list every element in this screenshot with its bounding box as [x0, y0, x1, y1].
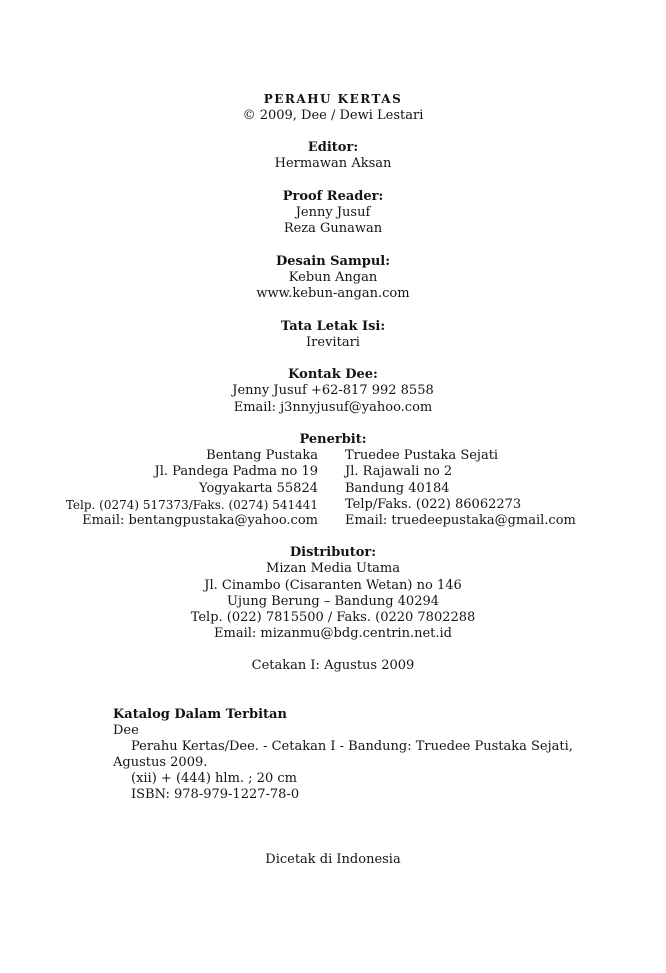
publisher-right-line: Telp/Faks. (022) 86062273	[345, 497, 522, 512]
copyright-line: © 2009, Dee / Dewi Lestari	[242, 108, 424, 123]
printing-edition: Cetakan I: Agustus 2009	[251, 658, 415, 673]
publisher-left-line: Telp. (0274) 517373/Faks. (0274) 541441	[65, 498, 318, 512]
editor-label: Editor:	[307, 140, 359, 155]
proof-reader-name: Reza Gunawan	[283, 221, 383, 236]
proof-reader-label: Proof Reader:	[282, 189, 384, 204]
proof-reader-name: Jenny Jusuf	[295, 205, 371, 220]
catalog-isbn: ISBN: 978-979-1227-78-0	[131, 787, 300, 802]
contact-phone: Jenny Jusuf +62-817 992 8558	[232, 383, 434, 398]
contact-email: Email: j3nnyjusuf@yahoo.com	[233, 400, 433, 415]
publisher-left-line: Yogyakarta 55824	[199, 481, 318, 496]
distributor-label: Distributor:	[289, 545, 377, 560]
catalog-label: Katalog Dalam Terbitan	[113, 707, 287, 722]
distributor-line: Telp. (022) 7815500 / Faks. (0220 7802288	[190, 610, 476, 625]
layout-label: Tata Letak Isi:	[280, 319, 386, 334]
publisher-right-line: Email: truedeepustaka@gmail.com	[345, 513, 576, 528]
catalog-entry-cont: Agustus 2009.	[113, 755, 208, 770]
catalog-entry: Perahu Kertas/Dee. - Cetakan I - Bandung: Truedee Pustaka Sejati,	[131, 739, 573, 754]
catalog-author: Dee	[113, 723, 139, 738]
catalog-pages: (xii) + (444) hlm. ; 20 cm	[131, 771, 297, 786]
contact-label: Kontak Dee:	[288, 367, 378, 382]
distributor-line: Jl. Cinambo (Cisaranten Wetan) no 146	[204, 578, 462, 593]
printed-in: Dicetak di Indonesia	[265, 852, 401, 867]
editor-name: Hermawan Aksan	[274, 156, 392, 171]
book-title: PERAHU KERTAS	[263, 92, 403, 106]
publisher-left-line: Jl. Pandega Padma no 19	[154, 464, 318, 479]
publisher-right-line: Jl. Rajawali no 2	[345, 464, 453, 479]
publisher-right-line: Truedee Pustaka Sejati	[345, 448, 499, 463]
publisher-label: Penerbit:	[299, 432, 367, 447]
distributor-line: Ujung Berung – Bandung 40294	[226, 594, 440, 609]
cover-design-name: Kebun Angan	[288, 270, 378, 285]
publisher-left-line: Email: bentangpustaka@yahoo.com	[82, 513, 318, 528]
publisher-left-line: Bentang Pustaka	[206, 448, 318, 463]
cover-design-label: Desain Sampul:	[275, 254, 391, 269]
distributor-line: Mizan Media Utama	[266, 561, 400, 576]
publisher-right-line: Bandung 40184	[345, 481, 450, 496]
layout-name: Irevitari	[306, 335, 360, 350]
cover-design-website: www.kebun-angan.com	[256, 286, 410, 301]
distributor-line: Email: mizanmu@bdg.centrin.net.id	[214, 626, 452, 641]
